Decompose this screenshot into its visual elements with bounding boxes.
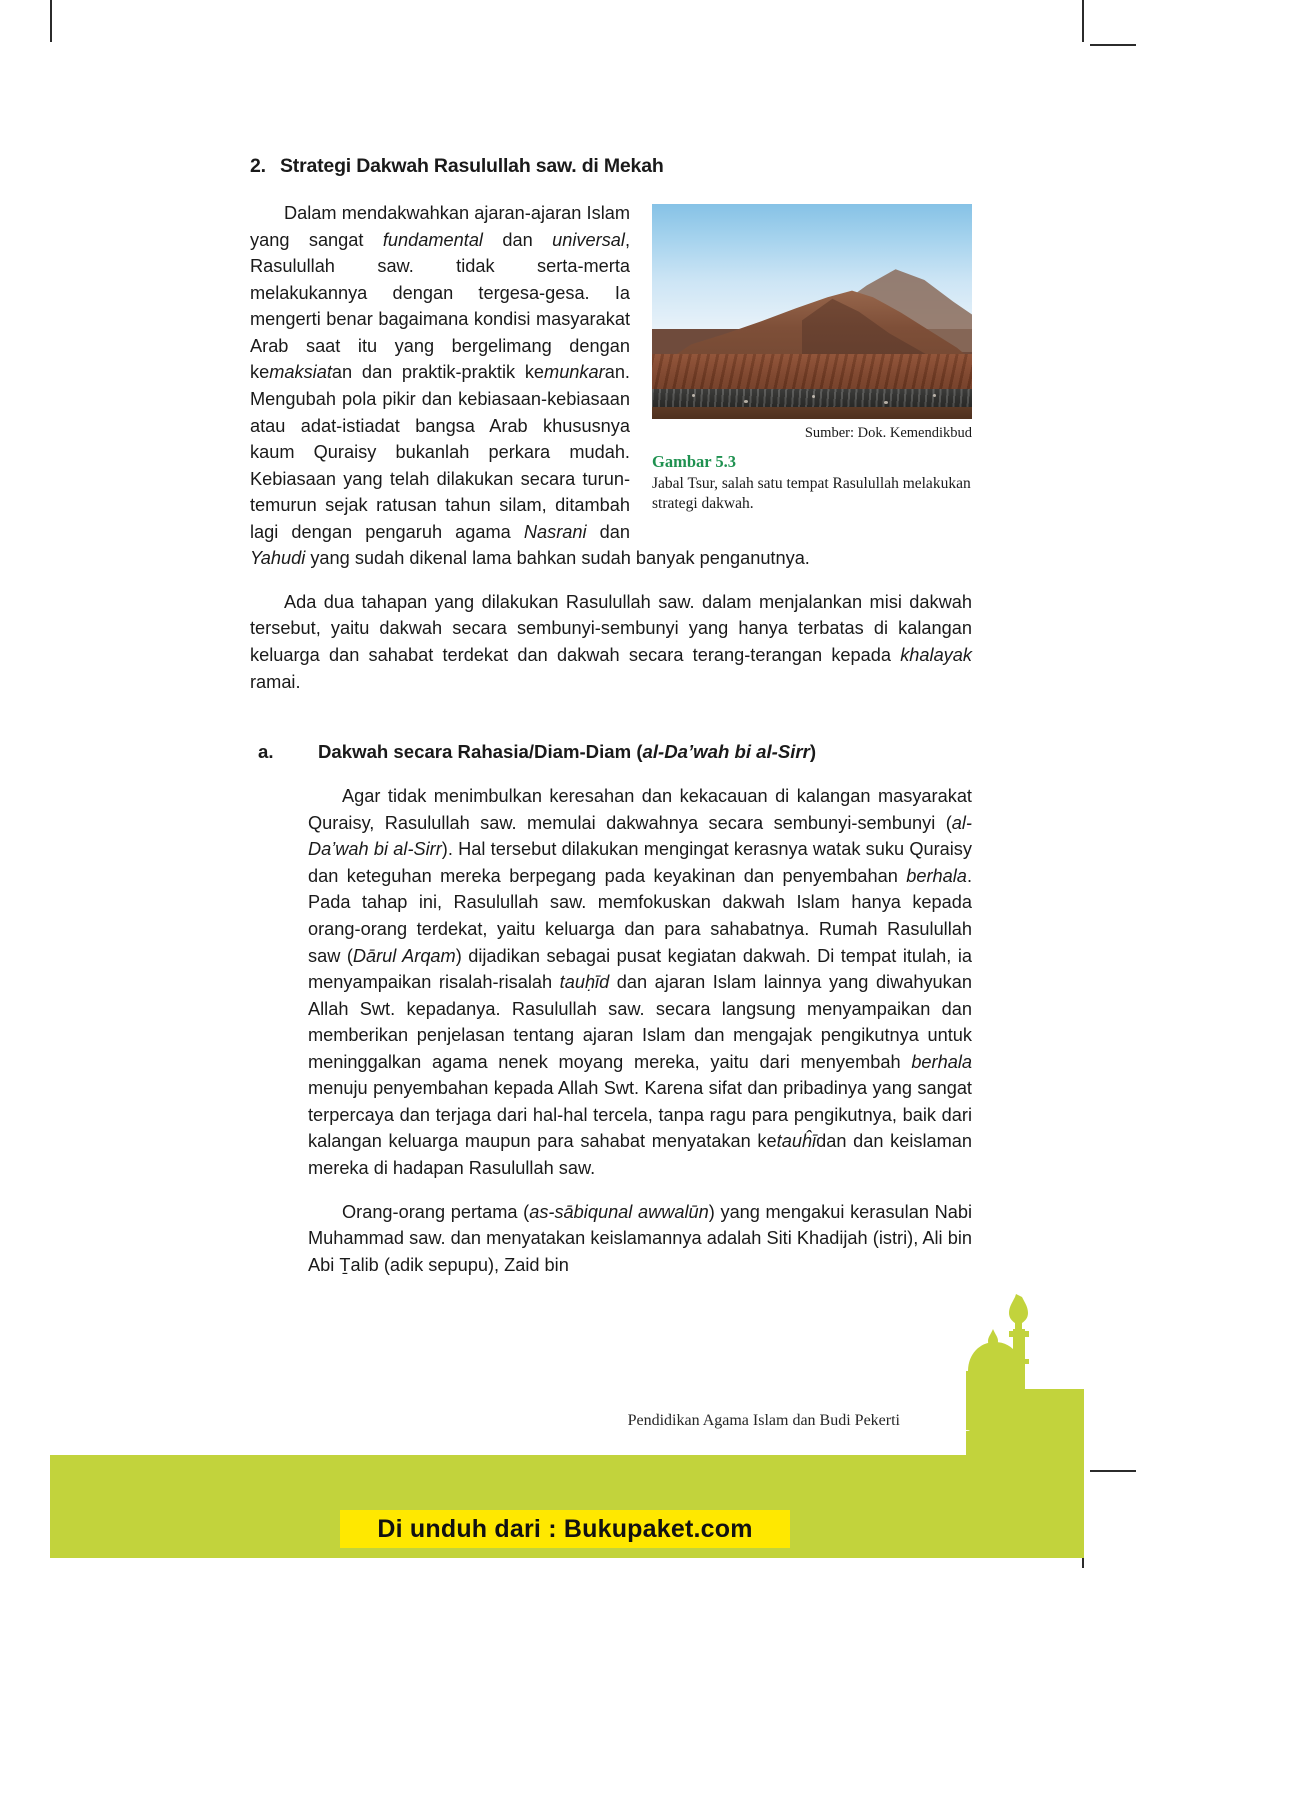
p1-emphasis-yahudi: Yahudi <box>250 548 306 569</box>
section-number: 2. <box>250 155 266 177</box>
p3-emphasis-berhala-2: berhala <box>911 1051 972 1072</box>
crop-mark-bottom-right-horizontal <box>1090 1470 1136 1472</box>
photo-speck <box>884 401 888 404</box>
paragraph-4 <box>308 1199 972 1279</box>
banner-text: Di unduh dari : Bukupaket.com <box>377 1514 753 1543</box>
p1-emphasis-fundamental: fundamental <box>382 229 483 250</box>
paragraph-3 <box>308 783 972 1181</box>
photo-speck <box>933 394 936 397</box>
p1-emphasis-nasrani: Nasrani <box>523 521 587 542</box>
p2-text-a: Ada dua tahapan yang dilakukan Rasulullah saw. dalam menjalankan misi dakwah tersebut, yaitu dakwah secara sembunyi-sembunyi yang hanya terbatas di kalangan keluarga dan sahabat terdekat dan dakwah secara terang-terangan kepada <box>250 591 972 665</box>
section-heading-text: Strategi Dakwah Rasulullah saw. di Mekah <box>280 155 664 177</box>
footer-running-text: Pendidikan Agama Islam dan Budi Pekerti <box>627 1412 900 1429</box>
p1-text-c: , Rasulullah saw. tidak serta-merta melakukannya dengan tergesa-gesa. Ia mengerti benar bagaimana kondisi masyarakat Arab saat itu yang bergelimang dengan ke <box>250 229 631 383</box>
p3-text-c: . Pada tahap ini, Rasulullah saw. memfokuskan dakwah Islam hanya kepada orang-orang terdekat, yaitu keluarga dan para sahabatnya. Rumah Rasulullah saw ( <box>308 865 972 966</box>
p1-text-d: an dan praktik-praktik ke <box>331 362 545 383</box>
photo-speck <box>812 395 815 398</box>
subsection-body <box>308 783 972 1278</box>
figure-label: Gambar 5.3 <box>652 452 737 471</box>
photo-speck <box>692 394 695 397</box>
p3-emphasis-tauhid: tauḥīd <box>559 972 610 993</box>
figure-block <box>652 204 972 514</box>
p1-emphasis-universal: universal <box>552 229 625 250</box>
photo-speck <box>744 400 748 403</box>
p3-text-e: dan ajaran Islam lainnya yang diwahyukan Allah Swt. kepadanya. Rasulullah saw. secara langsung menyampaikan dan memberikan penjelasan tentang ajaran Islam dan mengajak pengikutnya untuk meninggalkan agama nenek moyang mereka, yaitu dari menyembah <box>308 972 972 1072</box>
crop-mark-top-right-horizontal <box>1090 44 1136 46</box>
p1-emphasis-maksiat: maksiat <box>269 362 332 383</box>
page-number: 71 <box>945 1408 971 1437</box>
subsection-heading <box>258 741 972 763</box>
p2-text-b: ramai. <box>250 671 301 692</box>
p1-text-f: dan <box>586 521 630 542</box>
p1-emphasis-munkar: munkar <box>544 362 605 383</box>
p3-emphasis-ketauhidan: tauĥī <box>776 1131 817 1152</box>
p4-text-a: Orang-orang pertama ( <box>342 1201 530 1222</box>
subsection-text-a: Dakwah secara Rahasia/Diam-Diam ( <box>318 741 643 763</box>
crop-mark-top-left <box>50 0 52 42</box>
photo-foreground <box>652 407 972 419</box>
figure-source: Sumber: Dok. Kemendikbud <box>804 425 972 441</box>
p3-emphasis-darul-arqam: Dārul Arqam <box>352 945 456 966</box>
p4-text-b: ) yang mengakui kerasulan Nabi Muhammad saw. dan menyatakan keislamannya adalah Siti Khadijah (istri), Ali bin Abi Ṯalib (adik sepupu), Zaid bin <box>308 1201 972 1275</box>
download-watermark-banner <box>340 1510 790 1548</box>
p3-text-d: ) dijadikan sebagai pusat kegiatan dakwah. Di tempat itulah, ia menyampaikan risalah-risalah <box>308 945 972 993</box>
p3-emphasis-aldawah: al-Da’wah bi al-Sirr <box>308 812 972 860</box>
p3-text-a: Agar tidak menimbulkan keresahan dan kekacauan di kalangan masyarakat Quraisy, Rasulullah saw. memulai dakwahnya secara sembunyi-sembunyi ( <box>308 786 972 833</box>
paragraph-2 <box>250 589 972 695</box>
figure-caption: Jabal Tsur, salah satu tempat Rasulullah melakukan strategi dakwah. <box>652 475 971 512</box>
p3-text-g: dan dan keislaman mereka di hadapan Rasulullah saw. <box>308 1131 972 1178</box>
subsection-letter: a. <box>258 741 274 763</box>
p3-text-b: ). Hal tersebut dilakukan mengingat kerasnya watak suku Quraisy dan keteguhan mereka berpegang pada keyakinan dan penyembahan <box>308 839 972 886</box>
crop-mark-top-right <box>1082 0 1084 42</box>
p2-emphasis-khalayak: khalayak <box>900 645 972 665</box>
p1-text-g: yang sudah dikenal lama bahkan sudah banyak penganutnya. <box>305 548 810 569</box>
p1-text-e: an. Mengubah pola pikir dan kebiasaan-kebiasaan atau adat-istiadat bangsa Arab khususnya kaum Quraisy bukanlah perkara mudah. Kebiasaan yang telah dilakukan secara turun-temurun sejak ratusan tahun silam, ditambah lagi dengan pengaruh agama <box>250 362 630 542</box>
p3-emphasis-berhala-1: berhala <box>906 865 967 886</box>
p1-text-a: Dalam mendakwahkan ajaran-ajaran Islam yang sangat <box>250 203 630 250</box>
section-heading <box>250 155 972 178</box>
figure-image-jabal-tsur <box>652 204 972 419</box>
page-content <box>250 155 972 1278</box>
subsection-text-b: ) <box>809 741 817 763</box>
p1-text-b: dan <box>482 229 553 250</box>
subsection-emphasis: al-Da’wah bi al-Sirr <box>642 741 810 763</box>
p3-text-f: menuju penyembahan kepada Allah Swt. Karena sifat dan pribadinya yang sangat terpercaya dan terjaga dari hal-hal tercela, tanpa ragu para pengikutnya, baik dari kalangan keluarga maupun para sahabat menyatakan ke <box>308 1078 972 1152</box>
p4-emphasis-sabiqunal: as-sābiqunal awwalūn <box>529 1201 709 1222</box>
